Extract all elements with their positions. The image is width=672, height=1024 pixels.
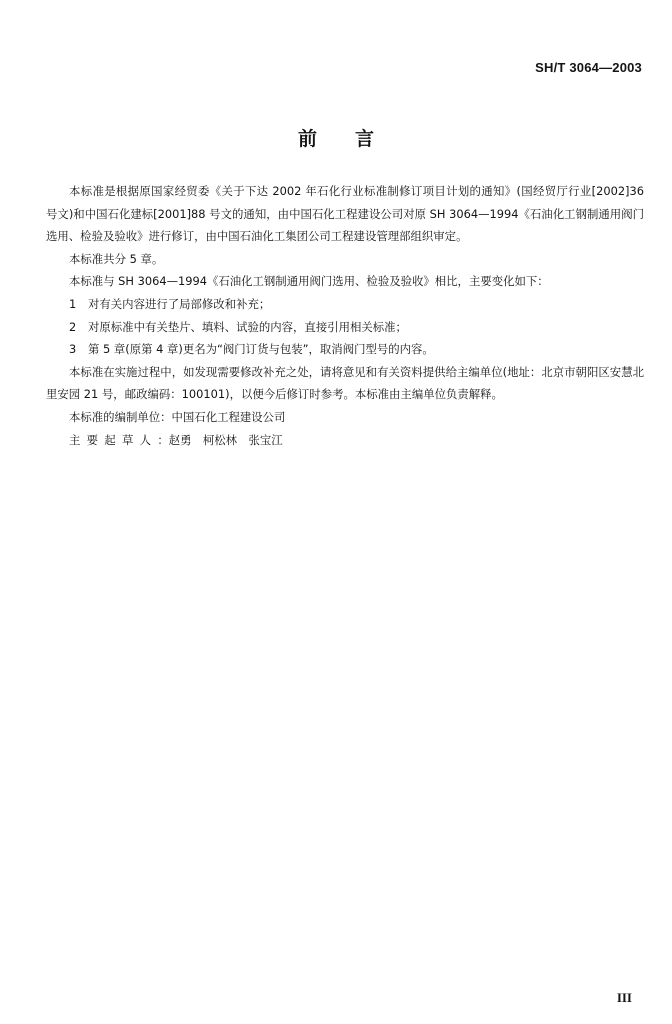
- drafters-names: 赵勇 柯松林 张宝江: [168, 432, 283, 447]
- foreword-body: [46, 180, 644, 451]
- page-title: 前 言: [297, 128, 374, 150]
- standard-code: SH/T 3064—2003: [535, 60, 642, 75]
- list-item: [46, 293, 644, 316]
- drafters-label: 主要起草人: [69, 432, 158, 447]
- paragraph-origin: 本标准是根据原国家经贸委《关于下达 2002 年石化行业标准制修订项目计划的通知》(国经贸厅行业[2002]36 号文)和中国石化建标[2001]88 号文的通知，由中国石化工程建设公司对原 SH 3064—1994《石油化工钢制通用阀门选用、检验及验收》进行修订，由中国石油化工集团公司工程建设管理部组织审定。: [46, 184, 644, 244]
- paragraph-changes-intro: 本标准与 SH 3064—1994《石油化工钢制通用阀门选用、检验及验收》相比，主要变化如下：: [69, 274, 549, 289]
- list-item-number: 2: [69, 319, 77, 334]
- page-number: III: [616, 990, 632, 1005]
- list-item-number: 3: [69, 342, 77, 357]
- list-item-number: 1: [69, 296, 77, 311]
- drafters-colon: ：: [157, 432, 169, 447]
- list-item-text: 对原标准中有关垫片、填料、试验的内容，直接引用相关标准；: [88, 319, 407, 334]
- list-item-text: 对有关内容进行了局部修改和补充；: [88, 296, 271, 311]
- list-item: [46, 338, 644, 361]
- paragraph-chapters: 本标准共分 5 章。: [69, 251, 164, 266]
- list-item-text: 第 5 章(原第 4 章)更名为“阀门订货与包装”，取消阀门型号的内容。: [88, 342, 434, 357]
- drafters-line: [46, 429, 644, 452]
- paragraph-feedback: 本标准在实施过程中，如发现需要修改补充之处，请将意见和有关资料提供给主编单位(地址：北京市朝阳区安慧北里安园 21 号，邮政编码：100101)，以便今后修订时参考。本标准由主编单位负责解释。: [46, 364, 644, 402]
- list-item: [46, 316, 644, 339]
- paragraph-compiler: 本标准的编制单位：中国石化工程建设公司: [69, 409, 286, 424]
